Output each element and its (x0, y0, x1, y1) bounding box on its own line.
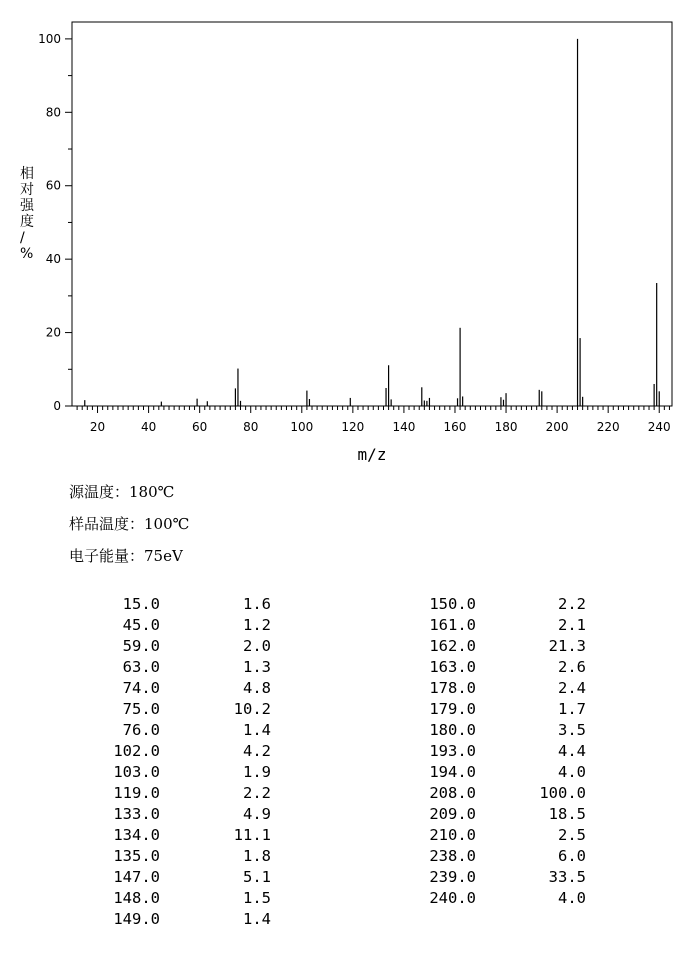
x-tick-label: 220 (596, 420, 620, 434)
mz-cell: 178.0 (429, 679, 476, 697)
intensity-cell: 4.0 (558, 889, 586, 907)
intensity-cell: 2.2 (558, 595, 586, 613)
x-tick-label: 20 (89, 420, 106, 434)
intensity-cell: 18.5 (548, 805, 586, 823)
table-row (0, 762, 686, 783)
x-tick-label: 40 (140, 420, 157, 434)
y-tick-label: 20 (45, 325, 61, 340)
mz-cell: 194.0 (429, 763, 476, 781)
intensity-cell: 11.1 (233, 826, 271, 844)
table-row (0, 615, 686, 636)
mz-cell: 102.0 (113, 742, 160, 760)
intensity-cell: 1.4 (243, 910, 271, 928)
intensity-cell: 2.4 (558, 679, 586, 697)
intensity-cell: 1.8 (243, 847, 271, 865)
mz-cell: 133.0 (113, 805, 160, 823)
mz-cell: 180.0 (429, 721, 476, 739)
intensity-cell: 2.6 (558, 658, 586, 676)
table-row (0, 867, 686, 888)
mz-cell: 238.0 (429, 847, 476, 865)
intensity-cell: 100.0 (539, 784, 586, 802)
intensity-cell: 1.6 (243, 595, 271, 613)
y-tick-label: 60 (45, 178, 61, 193)
intensity-cell: 2.0 (243, 637, 271, 655)
x-tick-label: 200 (545, 420, 569, 434)
table-row (0, 804, 686, 825)
mz-cell: 63.0 (122, 658, 160, 676)
mz-cell: 45.0 (122, 616, 160, 634)
mz-cell: 162.0 (429, 637, 476, 655)
table-row (0, 699, 686, 720)
x-tick-label: 180 (494, 420, 518, 434)
table-row (0, 825, 686, 846)
mz-cell: 103.0 (113, 763, 160, 781)
mz-cell: 240.0 (429, 889, 476, 907)
source-temperature: 源温度：180℃ (69, 483, 175, 501)
intensity-cell: 4.9 (243, 805, 271, 823)
intensity-cell: 6.0 (558, 847, 586, 865)
x-tick-label: 240 (647, 420, 671, 434)
intensity-cell: 2.2 (243, 784, 271, 802)
intensity-cell: 1.4 (243, 721, 271, 739)
mz-cell: 119.0 (113, 784, 160, 802)
mz-cell: 179.0 (429, 700, 476, 718)
y-tick-label: 0 (53, 399, 61, 413)
intensity-cell: 2.1 (558, 616, 586, 634)
intensity-cell: 4.4 (558, 742, 586, 760)
x-tick-label: 80 (243, 420, 259, 434)
mass-spectrum-chart (0, 0, 686, 470)
intensity-cell: 5.1 (243, 868, 271, 886)
intensity-cell: 1.9 (243, 763, 271, 781)
mz-cell: 210.0 (429, 826, 476, 844)
table-row (0, 636, 686, 657)
mz-cell: 147.0 (113, 868, 160, 886)
intensity-cell: 1.7 (558, 700, 586, 718)
mz-cell: 239.0 (429, 868, 476, 886)
table-row (0, 846, 686, 867)
table-row (0, 657, 686, 678)
y-tick-label: 80 (45, 105, 61, 120)
intensity-cell: 10.2 (233, 700, 271, 718)
mz-cell: 15.0 (122, 595, 160, 613)
mz-cell: 135.0 (113, 847, 160, 865)
mz-cell: 134.0 (113, 826, 160, 844)
table-row (0, 678, 686, 699)
plot-frame (72, 22, 672, 406)
intensity-cell: 1.2 (243, 616, 271, 634)
mz-cell: 148.0 (113, 889, 160, 907)
x-tick-label: 60 (192, 420, 208, 434)
mz-cell: 75.0 (122, 700, 160, 718)
x-tick-label: 120 (341, 420, 365, 434)
x-tick-label: 100 (290, 420, 314, 434)
mz-cell: 208.0 (429, 784, 476, 802)
mz-cell: 59.0 (122, 637, 160, 655)
intensity-cell: 21.3 (548, 637, 586, 655)
table-row (0, 888, 686, 909)
mz-cell: 150.0 (429, 595, 476, 613)
intensity-cell: 1.5 (243, 889, 271, 907)
mz-cell: 76.0 (122, 721, 160, 739)
intensity-cell: 4.0 (558, 763, 586, 781)
intensity-cell: 4.2 (243, 742, 271, 760)
x-tick-label: 160 (443, 420, 467, 434)
y-tick-label: 40 (45, 252, 61, 267)
x-axis-label: m/z (357, 445, 387, 464)
sample-temperature: 样品温度：100℃ (69, 515, 190, 533)
y-axis-label: 相对强度/ % (20, 166, 34, 262)
intensity-cell: 3.5 (558, 721, 586, 739)
intensity-cell: 33.5 (548, 868, 586, 886)
table-row (0, 909, 686, 930)
intensity-cell: 2.5 (558, 826, 586, 844)
intensity-cell: 1.3 (243, 658, 271, 676)
mz-cell: 163.0 (429, 658, 476, 676)
electron-energy: 电子能量：75eV (69, 547, 183, 565)
mz-cell: 209.0 (429, 805, 476, 823)
intensity-cell: 4.8 (243, 679, 271, 697)
x-tick-label: 140 (392, 420, 416, 434)
mz-cell: 193.0 (429, 742, 476, 760)
table-row (0, 741, 686, 762)
experiment-info (69, 482, 189, 578)
mz-cell: 74.0 (122, 679, 160, 697)
mz-cell: 161.0 (429, 616, 476, 634)
table-row (0, 783, 686, 804)
table-row (0, 594, 686, 615)
mz-cell: 149.0 (113, 910, 160, 928)
table-row (0, 720, 686, 741)
y-tick-label: 100 (38, 31, 61, 46)
